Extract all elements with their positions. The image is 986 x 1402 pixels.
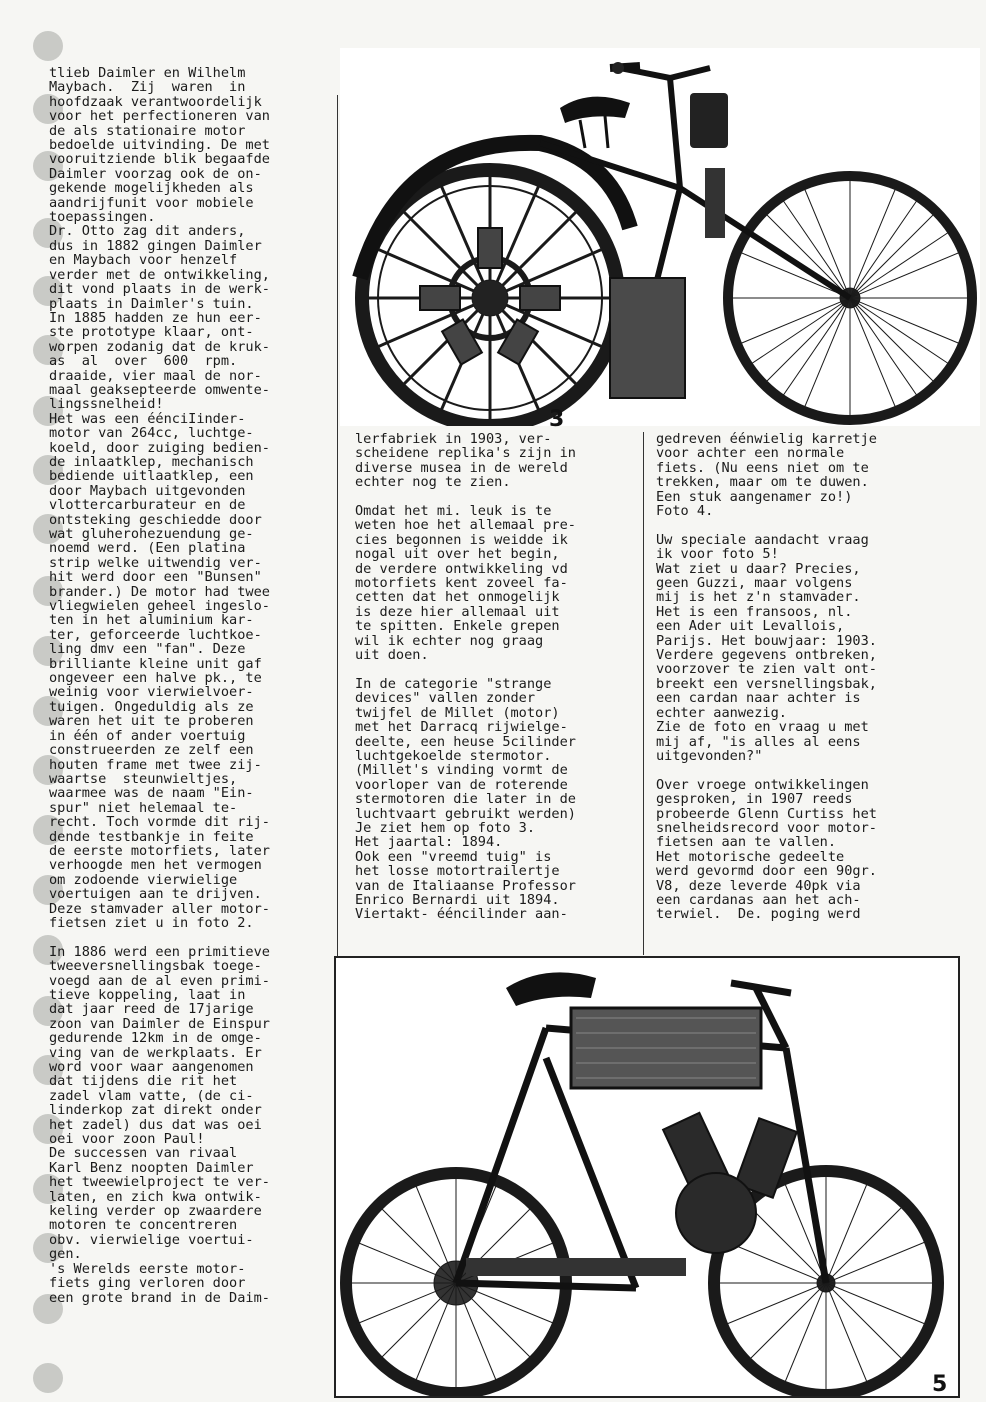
text-line: deelte, een heuse 5cilinder <box>355 733 576 750</box>
text-line: voorzover te zien valt ont- <box>656 661 877 678</box>
text-line: plaats in Daimler's tuin. <box>49 295 254 312</box>
text-line: Het was een éénciIinder- <box>49 410 246 427</box>
text-line: terwiel. De. poging werd <box>656 906 861 923</box>
text-line: houten frame met twee zij- <box>49 756 262 773</box>
text-line: keling verder op zwaardere <box>49 1203 262 1220</box>
text-line: motor van 264cc, luchtge- <box>49 425 254 442</box>
text-line: spur" niet helemaal te- <box>49 799 238 816</box>
text-line: hoofdzaak verantwoordelijk <box>49 93 262 110</box>
text-line: gedurende 12km in de omge- <box>49 1030 262 1047</box>
text-line: brilliante kleine unit gaf <box>49 655 262 672</box>
text-line: nogal uit over het begin, <box>355 546 560 563</box>
text-line: 's Werelds eerste motor- <box>49 1260 246 1277</box>
text-line: dat tijdens die rit het <box>49 1073 238 1090</box>
text-line: Maybach. Zij waren in <box>49 79 246 96</box>
text-line: voegd aan de al even primi- <box>49 972 270 989</box>
text-line: linderkop zat direkt onder <box>49 1102 262 1119</box>
text-line: bediende uitlaatklep, een <box>49 468 254 485</box>
text-line: lerfabriek in 1903, ver- <box>355 431 552 447</box>
text-line: weinig voor vierwielvoer- <box>49 684 254 701</box>
text-line: fietsen ziet u in foto 2. <box>49 914 254 931</box>
text-line: Enrico Bernardi uit 1894. <box>355 891 560 908</box>
text-column-3 <box>656 432 931 922</box>
text-line: tweeversnellingsbak toege- <box>49 958 262 975</box>
text-line: recht. Toch vormde dit rij- <box>49 814 270 831</box>
text-line: fietsen aan te vallen. <box>656 834 837 851</box>
text-line: tlieb Daimler en Wilhelm <box>49 65 246 81</box>
text-line: gesproken, in 1907 reeds <box>656 791 853 808</box>
binder-hole <box>33 1363 63 1393</box>
paragraph-gap <box>49 930 339 944</box>
text-line: het zadel) dus dat was oei <box>49 1116 262 1133</box>
text-line: een Ader uit Levallois, <box>656 618 845 635</box>
text-line: het tweewielproject te ver- <box>49 1174 270 1191</box>
text-line: bedoelde uitvinding. De met <box>49 137 270 154</box>
paragraph-gap <box>656 518 931 532</box>
text-line: motoren te concentreren <box>49 1217 238 1234</box>
text-line: Ook een "vreemd tuig" is <box>355 848 552 865</box>
text-line: scheidene replika's zijn in <box>355 445 576 462</box>
text-line: construeerden ze zelf een <box>49 742 254 759</box>
text-line: trekken, maar om te duwen. <box>656 474 869 491</box>
text-line: om zodoende vierwielige <box>49 871 238 888</box>
text-line: Omdat het mi. leuk is te <box>355 503 552 520</box>
text-line: lingssnelheid! <box>49 396 164 413</box>
text-line: tuigen. Ongeduldig als ze <box>49 698 254 715</box>
text-line: Een stuk aangenamer zo!) <box>656 488 853 505</box>
text-line: Over vroege ontwikkelingen <box>656 776 869 793</box>
text-line: noemd werd. (Een platina <box>49 540 246 557</box>
text-line: Uw speciale aandacht vraag <box>656 531 869 548</box>
text-line: een cardanas aan het ach- <box>656 891 861 908</box>
text-line: echter nog te zien. <box>355 474 511 491</box>
text-line: verhoogde men het vermogen <box>49 857 262 874</box>
text-line: worpen zodanig dat de kruk- <box>49 338 270 355</box>
text-line: snelheidsrecord voor motor- <box>656 819 877 836</box>
paragraph-gap <box>656 763 931 777</box>
text-line: V8, deze leverde 40pk via <box>656 877 861 894</box>
text-line: uitgevonden?" <box>656 747 763 764</box>
text-line: cetten dat het onmogelijk <box>355 589 560 606</box>
text-line: uit doen. <box>355 647 429 664</box>
text-line: strip welke uitwendig ver- <box>49 554 262 571</box>
text-line: In de categorie "strange <box>355 675 552 692</box>
text-line: In 1885 hadden ze hun eer- <box>49 309 262 326</box>
text-line: verder met de ontwikkeling, <box>49 266 270 283</box>
page-number: 5 <box>932 1372 948 1397</box>
text-line: Deze stamvader aller motor- <box>49 900 270 917</box>
text-line: hit werd door een "Bunsen" <box>49 569 262 586</box>
text-line: (Millet's vinding vormt de <box>355 762 568 779</box>
text-line: van de Italiaanse Professor <box>355 877 576 894</box>
text-line: luchtvaart gebruikt werden) <box>355 805 576 822</box>
text-line: gedreven éénwielig karretje <box>656 431 877 447</box>
text-line: mij is het z'n stamvader. <box>656 589 861 606</box>
text-line: Foto 4. <box>656 503 714 520</box>
text-line: Het motorische gedeelte <box>656 848 845 865</box>
photo-ader-motorcycle <box>334 956 960 1398</box>
text-line: aandrijfunit voor mobiele <box>49 194 254 211</box>
text-line: In 1886 werd een primitieve <box>49 943 270 960</box>
text-line: dus in 1882 gingen Daimler <box>49 237 262 254</box>
text-line: tieve koppeling, laat in <box>49 986 246 1003</box>
text-line: De successen van rivaal <box>49 1145 238 1162</box>
text-line: ling dmv een "fan". Deze <box>49 641 246 658</box>
text-line: motorfiets kent zoveel fa- <box>355 575 568 592</box>
text-line: ik voor foto 5! <box>656 546 779 563</box>
paragraph-gap <box>355 662 630 676</box>
text-line: een grote brand in de Daim- <box>49 1289 270 1306</box>
text-line: Karl Benz noopten Daimler <box>49 1159 254 1176</box>
text-line: de als stationaire motor <box>49 122 246 139</box>
text-line: wil ik echter nog graag <box>355 632 544 649</box>
text-line: zadel vlam vatte, (de ci- <box>49 1087 254 1104</box>
text-line: voorloper van de roterende <box>355 776 568 793</box>
text-line: oei voor zoon Paul! <box>49 1131 205 1148</box>
text-line: weten hoe het allemaal pre- <box>355 517 576 534</box>
text-line: vooruitziende blik begaafde <box>49 151 270 168</box>
text-line: in één of ander voertuig <box>49 727 246 744</box>
text-line: obv. vierwielige voertui- <box>49 1231 254 1248</box>
text-line: Verdere gegevens ontbreken, <box>656 647 877 664</box>
text-line: draaide, vier maal de nor- <box>49 367 262 384</box>
text-line: fiets. (Nu eens niet om te <box>656 459 869 476</box>
text-line: gekende mogelijkheden als <box>49 180 254 197</box>
text-line: koeld, door zuiging bedien- <box>49 439 270 456</box>
text-line: cies begonnen is weidde ik <box>355 531 568 548</box>
text-line: ten in het aluminium kar- <box>49 612 254 629</box>
text-line: zoon van Daimler de Einspur <box>49 1015 270 1032</box>
text-line: twijfel de Millet (motor) <box>355 704 560 721</box>
text-line: Dr. Otto zag dit anders, <box>49 223 246 240</box>
text-line: Viertakt- ééncilinder aan- <box>355 906 568 923</box>
text-line: voertuigen aan te drijven. <box>49 886 262 903</box>
text-line: voor achter een normale <box>656 445 845 462</box>
text-line: dende testbankje in feite <box>49 828 254 845</box>
text-line: brander.) De motor had twee <box>49 583 270 600</box>
text-line: Daimler voorzag ook de on- <box>49 165 262 182</box>
text-line: ongeveer een halve pk., te <box>49 670 262 687</box>
text-line: fiets ging verloren door <box>49 1275 246 1292</box>
text-line: breekt een versnellingsbak, <box>656 675 877 692</box>
text-line: laten, en zich kwa ontwik- <box>49 1188 262 1205</box>
text-line: ste prototype klaar, ont- <box>49 324 254 341</box>
figure-3-label: 3 <box>549 407 565 432</box>
paragraph-gap <box>355 490 630 504</box>
text-line: stermotoren die later in de <box>355 791 576 808</box>
photo-millet-motorcycle <box>340 48 980 426</box>
text-line: geen Guzzi, maar volgens <box>656 575 853 592</box>
text-line: met het Darracq rijwielge- <box>355 719 568 736</box>
text-line: door Maybach uitgevonden <box>49 482 246 499</box>
text-line: luchtgekoelde stermotor. <box>355 747 552 764</box>
text-line: as al over 600 rpm. <box>49 353 238 370</box>
text-line: vliegwielen geheel ingeslo- <box>49 598 270 615</box>
text-line: echter aanwezig. <box>656 704 787 721</box>
text-line: waren het uit te proberen <box>49 713 254 730</box>
text-line: de eerste motorfiets, later <box>49 842 270 859</box>
text-column-1 <box>49 66 339 1305</box>
text-line: en Maybach voor henzelf <box>49 252 238 269</box>
text-line: maal geaksepteerde omwente- <box>49 381 270 398</box>
text-line: voor het perfectioneren van <box>49 108 270 125</box>
text-line: wat gluherohezuendung ge- <box>49 526 254 542</box>
text-line: diverse musea in de wereld <box>355 459 568 476</box>
text-line: de inlaatklep, mechanisch <box>49 453 254 470</box>
text-line: waartse steunwieltjes, <box>49 770 238 787</box>
binder-hole <box>33 31 63 61</box>
text-line: te spitten. Enkele grepen <box>355 618 560 635</box>
text-line: Het jaartal: 1894. <box>355 834 503 851</box>
text-line: probeerde Glenn Curtiss het <box>656 805 877 822</box>
text-line: is deze hier allemaal uit <box>355 603 560 620</box>
text-line: vlottercarburateur en de <box>49 497 246 514</box>
text-line: Parijs. Het bouwjaar: 1903. <box>656 632 877 649</box>
text-column-2 <box>355 432 630 922</box>
text-line: de verdere ontwikkeling vd <box>355 560 568 577</box>
text-line: dat jaar reed de 17jarige <box>49 1001 254 1018</box>
text-line: toepassingen. <box>49 209 156 226</box>
text-line: ter, geforceerde luchtkoe- <box>49 626 262 643</box>
text-line: waarmee was de naam "Ein- <box>49 785 254 802</box>
text-line: een cardan naar achter is <box>656 690 861 707</box>
text-line: gen. <box>49 1246 82 1263</box>
text-line: word voor waar aangenomen <box>49 1059 254 1076</box>
text-line: dit vond plaats in de werk- <box>49 281 270 298</box>
column-divider <box>643 432 644 955</box>
text-line: Wat ziet u daar? Precies, <box>656 560 861 577</box>
text-line: mij af, "is alles al eens <box>656 733 861 750</box>
text-line: werd gevormd door een 90gr. <box>656 863 877 880</box>
text-line: ving van de werkplaats. Er <box>49 1044 262 1061</box>
text-line: Het is een fransoos, nl. <box>656 603 853 620</box>
text-line: ontsteking geschiedde door <box>49 511 262 528</box>
text-line: Zie de foto en vraag u met <box>656 719 869 736</box>
text-line: Je ziet hem op foto 3. <box>355 819 536 836</box>
text-line: devices" vallen zonder <box>355 690 536 707</box>
text-line: het losse motortrailertje <box>355 863 560 880</box>
